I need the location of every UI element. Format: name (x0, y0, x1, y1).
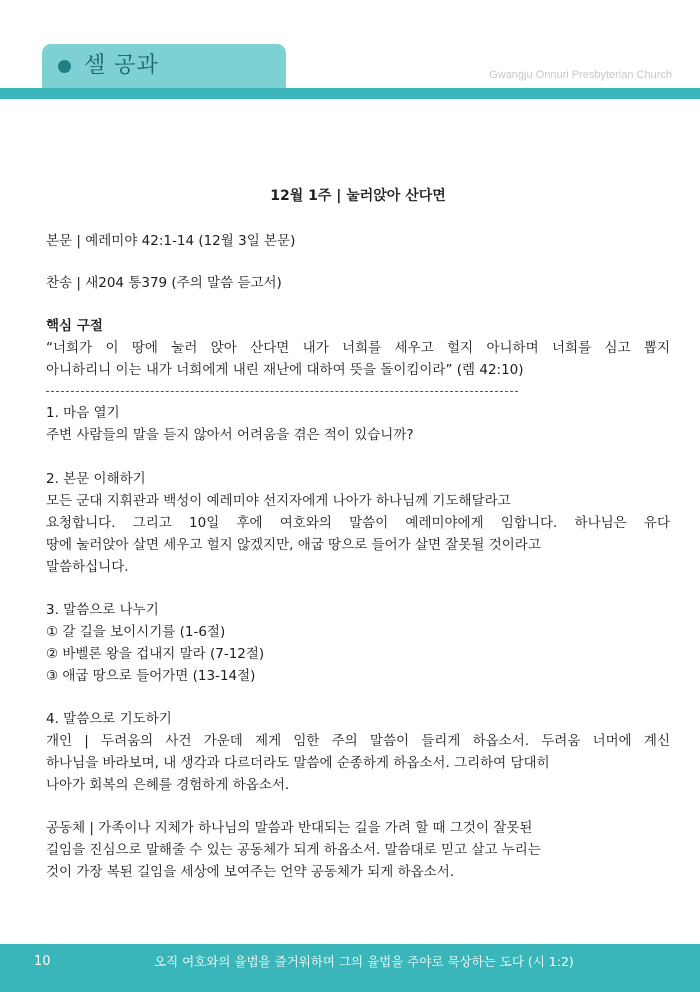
list-item: ② 바벨론 왕을 겁내지 말라 (7-12절) (46, 646, 265, 662)
section-text: 주변 사람들의 말을 듣지 않아서 어려움을 겪은 적이 있습니까? (46, 427, 414, 443)
dashed-divider (46, 391, 518, 392)
section-text: 말씀하십니다. (46, 559, 129, 575)
prayer-text: 나아가 회복의 은혜를 경험하게 하옵소서. (46, 777, 290, 793)
section-heading: 4. 말씀으로 기도하기 (46, 711, 172, 727)
section-text: 요청합니다. 그리고 10일 후에 여호와의 말씀이 예레미야에게 임합니다. 하나님은 유다 (46, 515, 670, 531)
key-verse-heading: 핵심 구절 (46, 318, 103, 334)
key-verse-line: “너희가 이 땅에 눌러 앉아 산다면 내가 너희를 세우고 헐지 아니하며 너희를 심고 뽑지 (46, 340, 670, 356)
section-heading: 1. 마음 열기 (46, 405, 120, 421)
prayer-text: 공동체 | 가족이나 지체가 하나님의 말씀과 반대되는 길을 가려 할 때 그것이 잘못된 (46, 820, 533, 836)
prayer-text: 길임을 진심으로 말해줄 수 있는 공동체가 되게 하옵소서. 말씀대로 믿고 살고 누리는 (46, 842, 541, 858)
header-tab (42, 44, 286, 88)
page-number: 10 (34, 954, 51, 969)
section-text: 땅에 눌러앉아 살면 세우고 헐지 않겠지만, 애굽 땅으로 들어가 살면 잘못될 것이라고 (46, 537, 541, 553)
section-heading: 3. 말씀으로 나누기 (46, 602, 159, 618)
list-item: ① 갈 길을 보이시기를 (1-6절) (46, 624, 226, 640)
church-name: Gwangju Onnuri Presbyterian Church (489, 69, 672, 81)
section-title: 셀 공과 (84, 53, 159, 78)
scripture-reference: 본문 | 예레미야 42:1-14 (12월 3일 본문) (46, 233, 296, 249)
list-item: ③ 애굽 땅으로 들어가면 (13-14절) (46, 668, 256, 684)
prayer-text: 것이 가장 복된 길임을 세상에 보여주는 언약 공동체가 되게 하옵소서. (46, 864, 455, 880)
section-heading: 2. 본문 이해하기 (46, 471, 146, 487)
prayer-text: 하나님을 바라보며, 내 생각과 다르더라도 말씀에 순종하게 하옵소서. 그리하여 담대히 (46, 755, 550, 771)
header-bar (0, 88, 700, 99)
key-verse-line: 아니하리니 이는 내가 너희에게 내린 재난에 대하여 뜻을 돌이킴이라” (렘 42:10) (46, 362, 524, 378)
footer-verse: 오직 여호와의 율법을 즐거워하며 그의 율법을 주야로 묵상하는 도다 (시 1:2) (154, 954, 574, 969)
hymn-reference: 찬송 | 새204 통379 (주의 말씀 듣고서) (46, 275, 282, 291)
section-text: 모든 군대 지휘관과 백성이 예레미야 선지자에게 나아가 하나님께 기도해달라고 (46, 493, 511, 509)
lesson-title: 12월 1주 | 눌러앉아 산다면 (270, 188, 446, 204)
bullet-dot-icon (58, 60, 71, 73)
prayer-text: 개인 | 두려움의 사건 가운데 제게 임한 주의 말씀이 들리게 하옵소서. 두려움 너머에 계신 (46, 733, 670, 749)
